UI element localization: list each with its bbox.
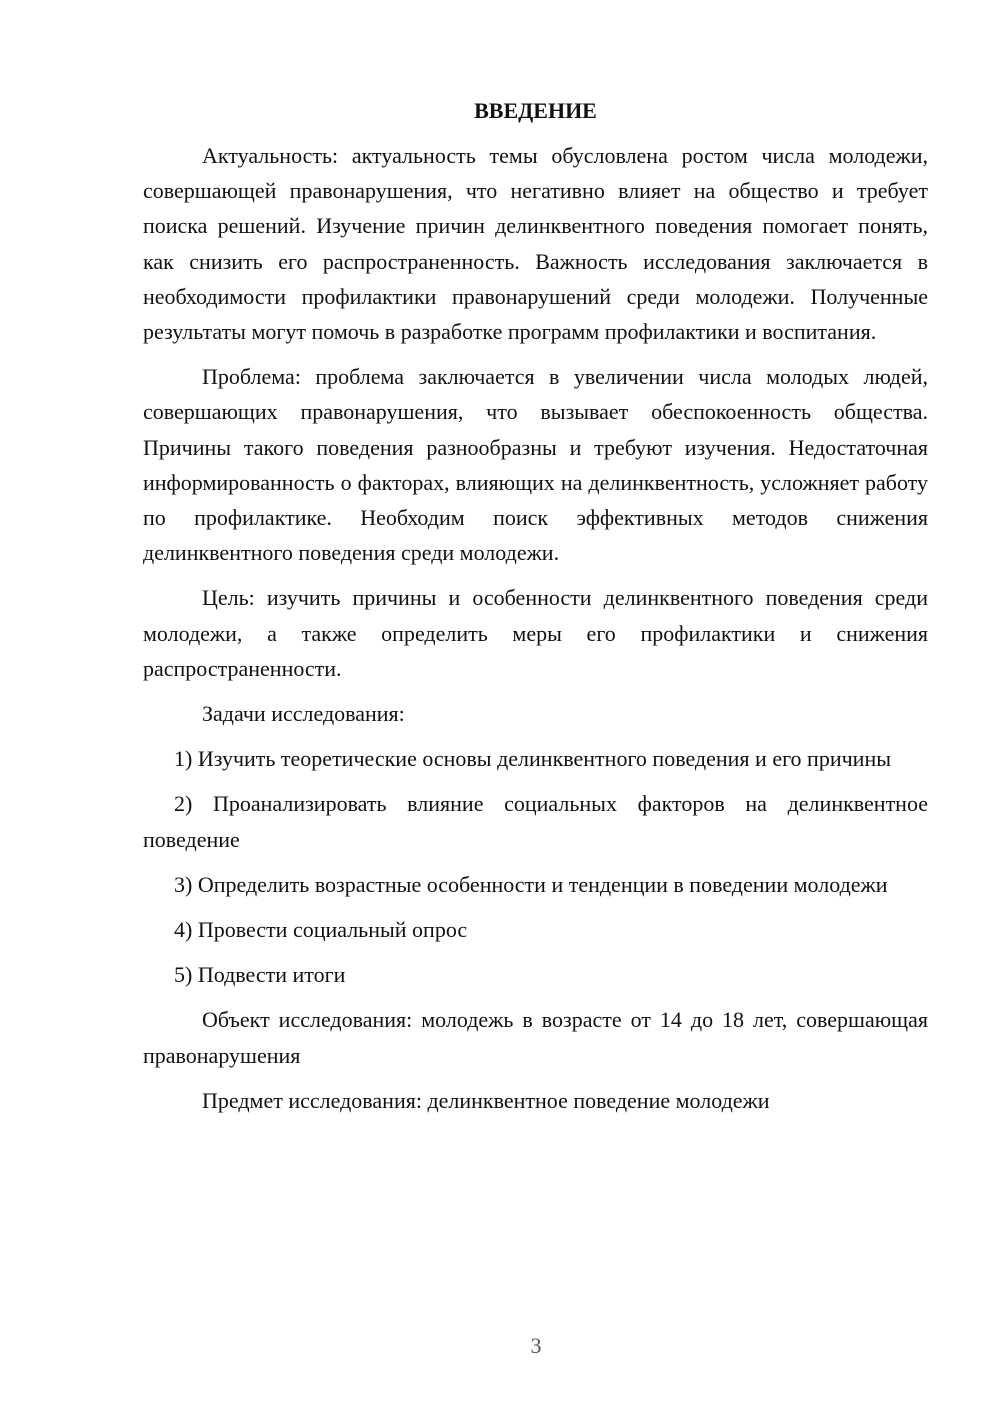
tasks-heading: Задачи исследования: <box>202 701 405 727</box>
document-page <box>143 93 928 1128</box>
relevance-paragraph: Актуальность: актуальность темы обусловлена ростом числа молодежи, совершающей правонарушения, что негативно влияет на общество и требует поиска решений. Изучение причин делинквентного поведения помогает понять, как снизить его распространенность. Важность исследования заключается в необходимости профилактики правонарушений среди молодежи. Полученные результаты могут помочь в разработке программ профилактики и воспитания. <box>143 143 928 345</box>
task-item-4: 4) Провести социальный опрос <box>174 917 468 943</box>
task-item-2: 2) Проанализировать влияние социальных факторов на делинквентное поведение <box>143 791 928 852</box>
task-item-3: 3) Определить возрастные особенности и тенденции в поведении молодежи <box>174 871 888 897</box>
problem-paragraph: Проблема: проблема заключается в увеличении числа молодых людей, совершающих правонарушения, что вызывает обеспокоенность общества. Причины такого поведения разнообразны и требуют изучения. Недостаточная информированность о факторах, влияющих на делинквентность, усложняет работу по профилактике. Необходим поиск эффективных методов снижения делинквентного поведения среди молодежи. <box>143 364 928 566</box>
task-item-1: 1) Изучить теоретические основы делинквентного поведения и его причины <box>174 746 891 772</box>
research-subject-paragraph: Предмет исследования: делинквентное поведение молодежи <box>202 1087 770 1113</box>
page-number: 3 <box>530 1333 542 1358</box>
research-object-paragraph: Объект исследования: молодежь в возрасте от 14 до 18 лет, совершающая правонарушения <box>143 1007 928 1068</box>
goal-paragraph: Цель: изучить причины и особенности делинквентного поведения среди молодежи, а также определить меры его профилактики и снижения распространенности. <box>143 585 928 681</box>
task-item-5: 5) Подвести итоги <box>174 962 346 988</box>
section-title: ВВЕДЕНИЕ <box>474 98 597 123</box>
